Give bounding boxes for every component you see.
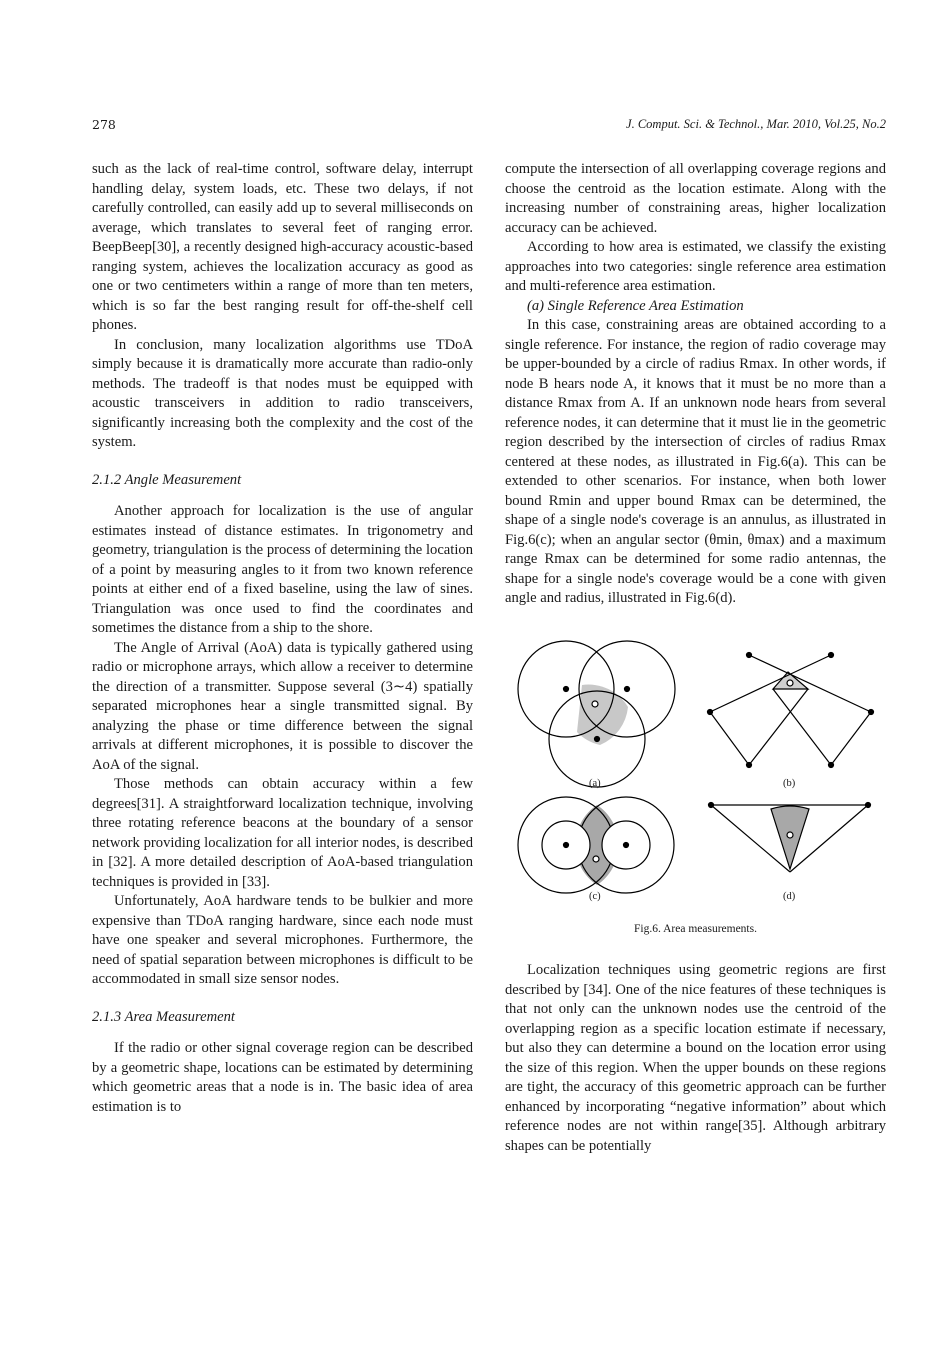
paragraph: Another approach for localization is the use of angular estimates instead of distance estimates. In trigonometry and geometry, triangulation is the process of determining the location of a point by measuring angles to it from two known reference points at either end of a fixed baseline, using the law of sines. Triangulation was once used to find the coordinates and sometimes the distance from a ship to the shore. [92, 503, 473, 636]
panel-label-c: (c) [589, 890, 601, 902]
paragraph: Unfortunately, AoA hardware tends to be bulkier and more expensive than TDoA ranging hardware, since each node must have one speaker and several microphones. Furthermore, the need of spatial separation between microphones is difficult to be accommodated in small size sensor nodes. [92, 893, 473, 987]
paragraph: In conclusion, many localization algorithms use TDoA simply because it is dramatically more accurate than radio-only methods. The tradeoff is that nodes must be equipped with acoustic transceivers in addition to radio transceivers, significantly increasing both the complexity and the cost of the system. [92, 336, 473, 450]
panel-label-a: (a) [589, 777, 601, 789]
paragraph: If the radio or other signal coverage region can be described by a geometric shape, locations can be estimated by determining which geometric areas that a node is in. The basic idea of area estimation is to [92, 1040, 473, 1115]
page-number: 278 [92, 117, 116, 132]
subsection-label: (a) Single Reference Area Estimation [527, 297, 744, 314]
panel-b-diagram [708, 652, 874, 767]
section-heading-angle: 2.1.2 Angle Measurement [92, 471, 242, 488]
paragraph: The Angle of Arrival (AoA) data is typically gathered using radio or microphone arrays, which allow a receiver to determine the direction of a transmitter. Suppose several (3∼4) spatially separated microphones hear a single transmitted signal. By analyzing the phase or time difference between the signal arrivals at different microphones, it is possible to discover the AoA of the signal. [92, 639, 473, 773]
paragraph: In this case, constraining areas are obtained according to a single reference. For instance, the region of radio coverage may be upper-bounded by a circle of radius Rmax. In other words, if node B hears node A, it knows that it must be no more than a distance Rmax from A. If an unknown node hears from several reference nodes, it can determine that it must lie in the geometric region described by the intersection of circles of radius Rmax centered at these nodes, as illustrated in Fig.6(a). This can be extended to other scenarios. For instance, when both lower bound Rmin and upper bound Rmax can be determined, the shape of a single node's coverage is an annulus, as illustrated in Fig.6(c); when an angular sector (θmin, θmax) and a maximum range Rmax can be determined for some radio antennas, the shape for a single node's coverage would be a cone with given angle and radius, illustrated in Fig.6(d). [505, 317, 886, 606]
panel-d-diagram [709, 802, 871, 872]
figure-area-measurements [505, 627, 886, 912]
panel-label-b: (b) [783, 777, 796, 789]
figure-caption: Fig.6. Area measurements. [634, 922, 757, 935]
paragraph: compute the intersection of all overlapping coverage regions and choose the centroid as the location estimate. Along with the increasing number of constraining areas, higher localization accuracy can be achieved. [505, 161, 886, 236]
paragraph: Localization techniques using geometric regions are first described by [34]. One of the nice features of these techniques is that not only can the unknown nodes use the centroid of the overlapping region as a specific location estimate if necessary, but also they can determine a bound on the location error using the size of this region. When the upper bounds on these regions are tight, the accuracy of this geometric approach can be further enhanced by incorporating “negative information” about which reference nodes are not within range[35]. Although arbitrary shapes can be potentially [505, 962, 886, 1154]
panel-c-diagram [518, 797, 674, 893]
panel-label-d: (d) [783, 890, 796, 902]
running-header: J. Comput. Sci. & Technol., Mar. 2010, Vol.25, No.2 [626, 117, 886, 131]
figure-diagram [505, 627, 886, 912]
left-column [92, 160, 473, 1117]
paragraph: Those methods can obtain accuracy within a few degrees[31]. A straightforward localization technique, involving three rotating reference beacons at the boundary of a sensor network providing localization for all interior nodes, is described in [32]. A more detailed description of AoA-based triangulation techniques is provided in [33]. [92, 776, 473, 890]
paragraph: According to how area is estimated, we classify the existing approaches into two categories: single reference area estimation and multi-reference area estimation. [505, 239, 886, 294]
section-heading-area: 2.1.3 Area Measurement [92, 1008, 235, 1025]
right-column [505, 160, 886, 1156]
paragraph: such as the lack of real-time control, software delay, interrupt handling delay, system loads, etc. These two delays, if not carefully controlled, can easily add up to several milliseconds on average, which translates to several feet of ranging error. BeepBeep[30], a recently designed high-accuracy acoustic-based ranging system, achieves the localization accuracy as good as one or two centimeters within a range of more than ten meters, which is so far the best ranging result for off-the-shelf cell phones. [92, 161, 473, 333]
panel-a-diagram [518, 641, 675, 787]
